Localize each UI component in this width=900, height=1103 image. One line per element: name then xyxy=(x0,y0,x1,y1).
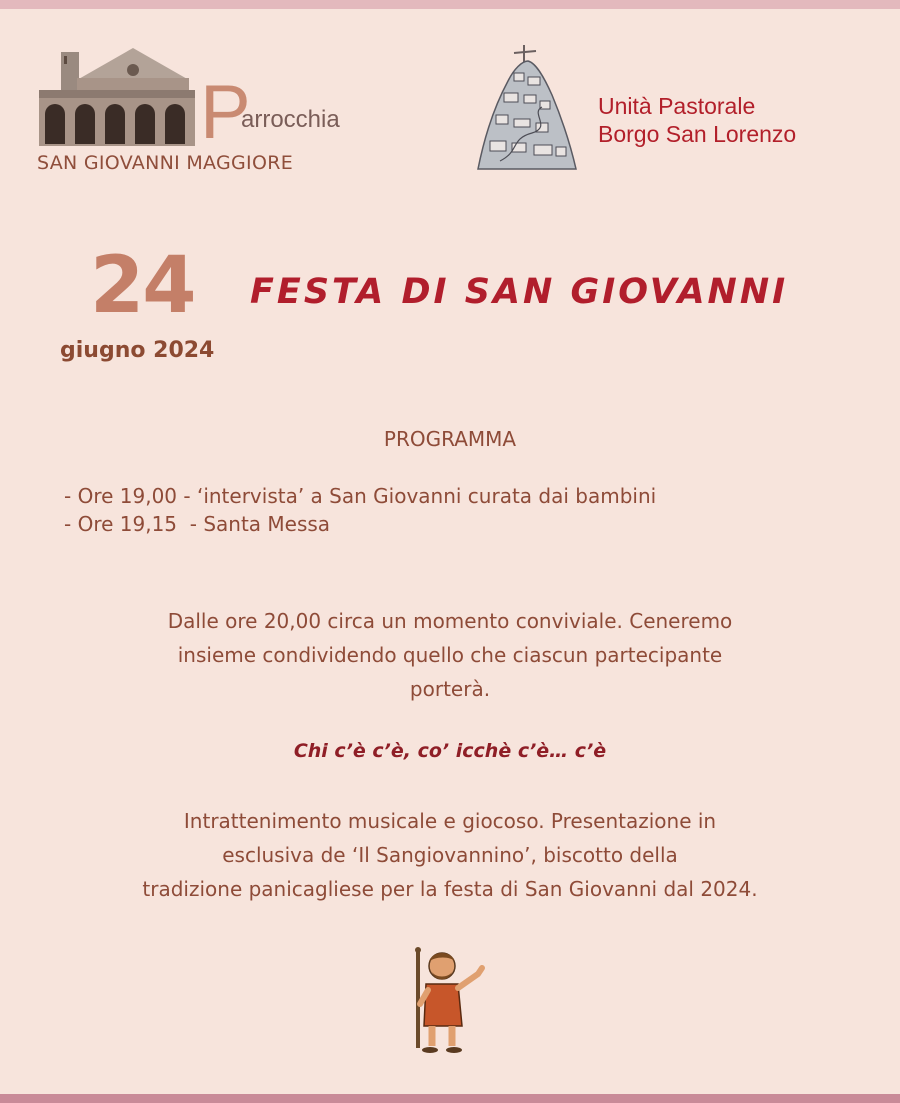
bottom-border xyxy=(0,1094,900,1103)
motto: Chi c’è c’è, co’ icchè c’è… c’è xyxy=(293,740,607,762)
pastoral-unit-line1: Unità Pastorale xyxy=(598,93,756,119)
hill-town-logo xyxy=(470,43,582,173)
parish-logo xyxy=(37,44,347,184)
program-item xyxy=(64,482,656,510)
convivial-paragraph xyxy=(40,604,860,706)
parish-name: SAN GIOVANNI MAGGIORE xyxy=(37,152,294,174)
event-title: FESTA DI SAN GIOVANNI xyxy=(250,272,789,312)
event-day: 24 xyxy=(90,241,195,331)
program-item xyxy=(64,510,656,538)
program-item-time: - Ore 19,00 xyxy=(64,484,178,508)
pastoral-unit-title xyxy=(598,92,796,148)
entertainment-line: tradizione panicagliese per la festa di San Giovanni dal 2024. xyxy=(142,877,758,901)
program-heading: PROGRAMMA xyxy=(383,427,517,451)
top-border xyxy=(0,0,900,9)
pastoral-unit-line2: Borgo San Lorenzo xyxy=(598,121,797,147)
convivial-line: Dalle ore 20,00 circa un momento conviviale. Ceneremo xyxy=(167,609,733,633)
program-item-text: - Santa Messa xyxy=(183,512,331,536)
sangiovannino-mascot xyxy=(382,942,522,1082)
entertainment-line: esclusiva de ‘Il Sangiovannino’, biscotto della xyxy=(222,843,678,867)
entertainment-paragraph xyxy=(30,804,870,906)
convivial-line: porterà. xyxy=(409,677,491,701)
program-item-time: - Ore 19,15 xyxy=(64,512,178,536)
event-month-year: giugno 2024 xyxy=(60,338,215,363)
program-list xyxy=(64,482,656,538)
parrocchia-initial: P xyxy=(200,70,251,155)
entertainment-line: Intrattenimento musicale e giocoso. Presentazione in xyxy=(183,809,717,833)
church-illustration xyxy=(37,44,197,148)
program-item-text: - ‘intervista’ a San Giovanni curata dai bambini xyxy=(183,484,657,508)
parrocchia-text: arrocchia xyxy=(241,106,340,133)
convivial-line: insieme condividendo quello che ciascun partecipante xyxy=(177,643,723,667)
